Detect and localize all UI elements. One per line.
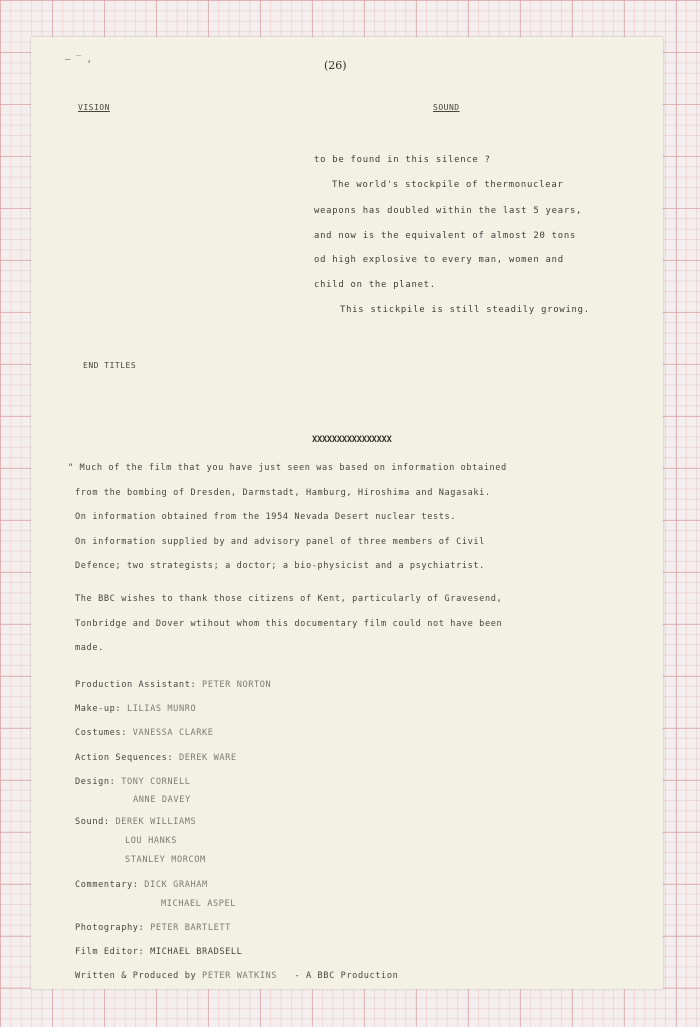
credit-role: Film Editor: [75, 947, 145, 957]
credit-commentary [75, 880, 208, 890]
thanks-line: The BBC wishes to thank those citizens of Kent, particularly of Gravesend, [75, 594, 503, 604]
credit-name: LOU HANKS [125, 836, 177, 846]
credit-name: PETER WATKINS [202, 971, 278, 981]
credit-sound [75, 817, 196, 827]
credit-name: DEREK WARE [178, 753, 237, 763]
vision-column-heading: VISION [78, 103, 110, 112]
credit-name: MICHAEL ASPEL [161, 899, 237, 909]
credit-name: VANESSA CLARKE [132, 728, 214, 738]
credit-costumes [75, 728, 214, 738]
credit-name: DICK GRAHAM [144, 880, 208, 890]
credit-role: Production Assistant: [75, 680, 197, 690]
sound-column-heading: SOUND [433, 103, 460, 112]
credit-written-produced [75, 971, 398, 981]
credit-photography [75, 923, 231, 933]
thanks-line: made. [75, 643, 104, 653]
corner-mark: — ‾ , [65, 55, 93, 65]
acknowledgement-line: On information supplied by and advisory panel of three members of Civil [75, 537, 485, 547]
acknowledgement-line: On information obtained from the 1954 Nevada Desert nuclear tests. [75, 512, 457, 522]
narration-line: child on the planet. [314, 280, 436, 290]
end-titles-label: END TITLES [83, 361, 137, 370]
credit-name: STANLEY MORCOM [125, 855, 206, 865]
acknowledgement-line: Defence; two strategists; a doctor; a bio-physicist and a psychiatrist. [75, 561, 485, 571]
thanks-line: Tonbridge and Dover wtihout whom this documentary film could not have been [75, 619, 503, 629]
struck-heading: XXXXXXXXXXXXXXXX [312, 435, 392, 445]
credit-role: Design: [75, 777, 116, 787]
acknowledgement-line: " Much of the film that you have just seen was based on information obtained [68, 463, 507, 473]
narration-line: and now is the equivalent of almost 20 tons [314, 231, 577, 241]
credit-name: LILIAS MUNRO [126, 704, 197, 714]
narration-line: to be found in this silence ? [314, 155, 491, 165]
credit-production-assistant [75, 680, 271, 690]
credit-name: PETER BARTLETT [150, 923, 231, 933]
acknowledgement-line: from the bombing of Dresden, Darmstadt, Hamburg, Hiroshima and Nagasaki. [75, 488, 491, 498]
credit-role: Commentary: [75, 880, 139, 890]
credit-name: TONY CORNELL [121, 777, 191, 787]
narration-line: od high explosive to every man, women and [314, 255, 564, 265]
page-number: (26) [324, 59, 347, 72]
credit-name: MICHAEL BRADSELL [150, 947, 243, 957]
credit-design [75, 777, 191, 787]
production-tag: - A BBC Production [294, 971, 399, 981]
credit-film-editor [75, 947, 242, 957]
credit-name: PETER NORTON [202, 680, 272, 690]
credit-role: Photography: [75, 923, 145, 933]
credit-name: ANNE DAVEY [133, 795, 191, 805]
script-page [31, 37, 663, 989]
credit-make-up [75, 704, 196, 714]
credit-role: Action Sequences: [75, 753, 174, 763]
narration-line: This stickpile is still steadily growing. [340, 305, 590, 315]
credit-role: Make-up: [75, 704, 122, 714]
narration-line: The world's stockpile of thermonuclear [332, 180, 564, 190]
credit-action-sequences [75, 753, 237, 763]
narration-line: weapons has doubled within the last 5 years, [314, 206, 583, 216]
credit-name: DEREK WILLIAMS [115, 817, 197, 827]
credit-role: Costumes: [75, 728, 127, 738]
credit-role: Sound: [75, 817, 110, 827]
credit-role: Written & Produced by [75, 971, 197, 981]
